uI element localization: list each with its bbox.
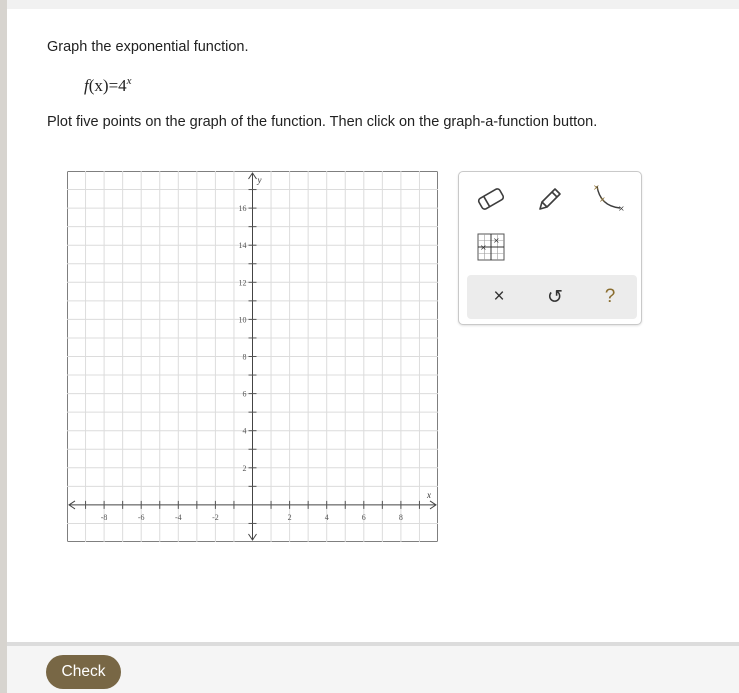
- clear-button[interactable]: ×: [493, 286, 505, 307]
- action-row: [467, 275, 637, 319]
- exponential-curve-tool-button[interactable]: [591, 182, 625, 216]
- x-axis-label: x: [427, 489, 431, 500]
- help-button[interactable]: ?: [604, 286, 616, 307]
- instruction-heading: Graph the exponential function.: [47, 39, 249, 55]
- y-tick-label: 8: [242, 352, 247, 362]
- y-axis-label: y: [257, 175, 262, 185]
- eraser-icon: [474, 182, 508, 216]
- svg-text:×: ×: [618, 204, 625, 213]
- x-tick-label: -6: [137, 512, 145, 522]
- x-tick-label: 2: [287, 512, 292, 522]
- function-argument: (x): [88, 76, 109, 95]
- x-tick-label: -4: [174, 512, 182, 522]
- instruction-text: Plot five points on the graph of the function. Then click on the graph-a-function button.: [47, 114, 598, 130]
- svg-text:×: ×: [593, 183, 600, 192]
- graph-canvas[interactable]: [67, 171, 438, 542]
- graph-a-function-button[interactable]: [474, 230, 508, 264]
- graph-function-icon: [474, 230, 508, 264]
- undo-button[interactable]: ↺: [547, 286, 563, 308]
- x-tick-label: 8: [398, 512, 403, 522]
- left-border: [0, 0, 7, 693]
- y-tick-label: 10: [238, 315, 247, 325]
- function-name: f: [84, 76, 89, 95]
- graph-toolbox: [458, 171, 642, 325]
- y-tick-label: 16: [238, 204, 247, 214]
- y-tick-label: 6: [242, 389, 247, 399]
- x-tick-label: 6: [361, 512, 366, 522]
- y-tick-label: 12: [238, 278, 247, 288]
- svg-text:×: ×: [599, 195, 606, 204]
- pencil-icon: [532, 182, 566, 216]
- eraser-tool-button[interactable]: [474, 182, 508, 216]
- curve-icon: [591, 182, 625, 216]
- y-tick-label: 2: [242, 463, 247, 473]
- x-tick-label: -2: [212, 512, 219, 522]
- function-expression: [84, 75, 132, 96]
- y-tick-label: 4: [242, 426, 247, 436]
- svg-text:×: ×: [493, 236, 500, 245]
- y-tick-label: 14: [238, 241, 247, 251]
- function-equals: =4: [108, 76, 127, 95]
- check-button[interactable]: Check: [46, 655, 121, 689]
- x-tick-label: 4: [324, 512, 329, 522]
- function-exponent: x: [126, 75, 132, 87]
- svg-text:×: ×: [480, 243, 487, 252]
- pencil-tool-button[interactable]: [532, 182, 566, 216]
- x-tick-label: -8: [100, 512, 108, 522]
- top-banner: [7, 0, 739, 9]
